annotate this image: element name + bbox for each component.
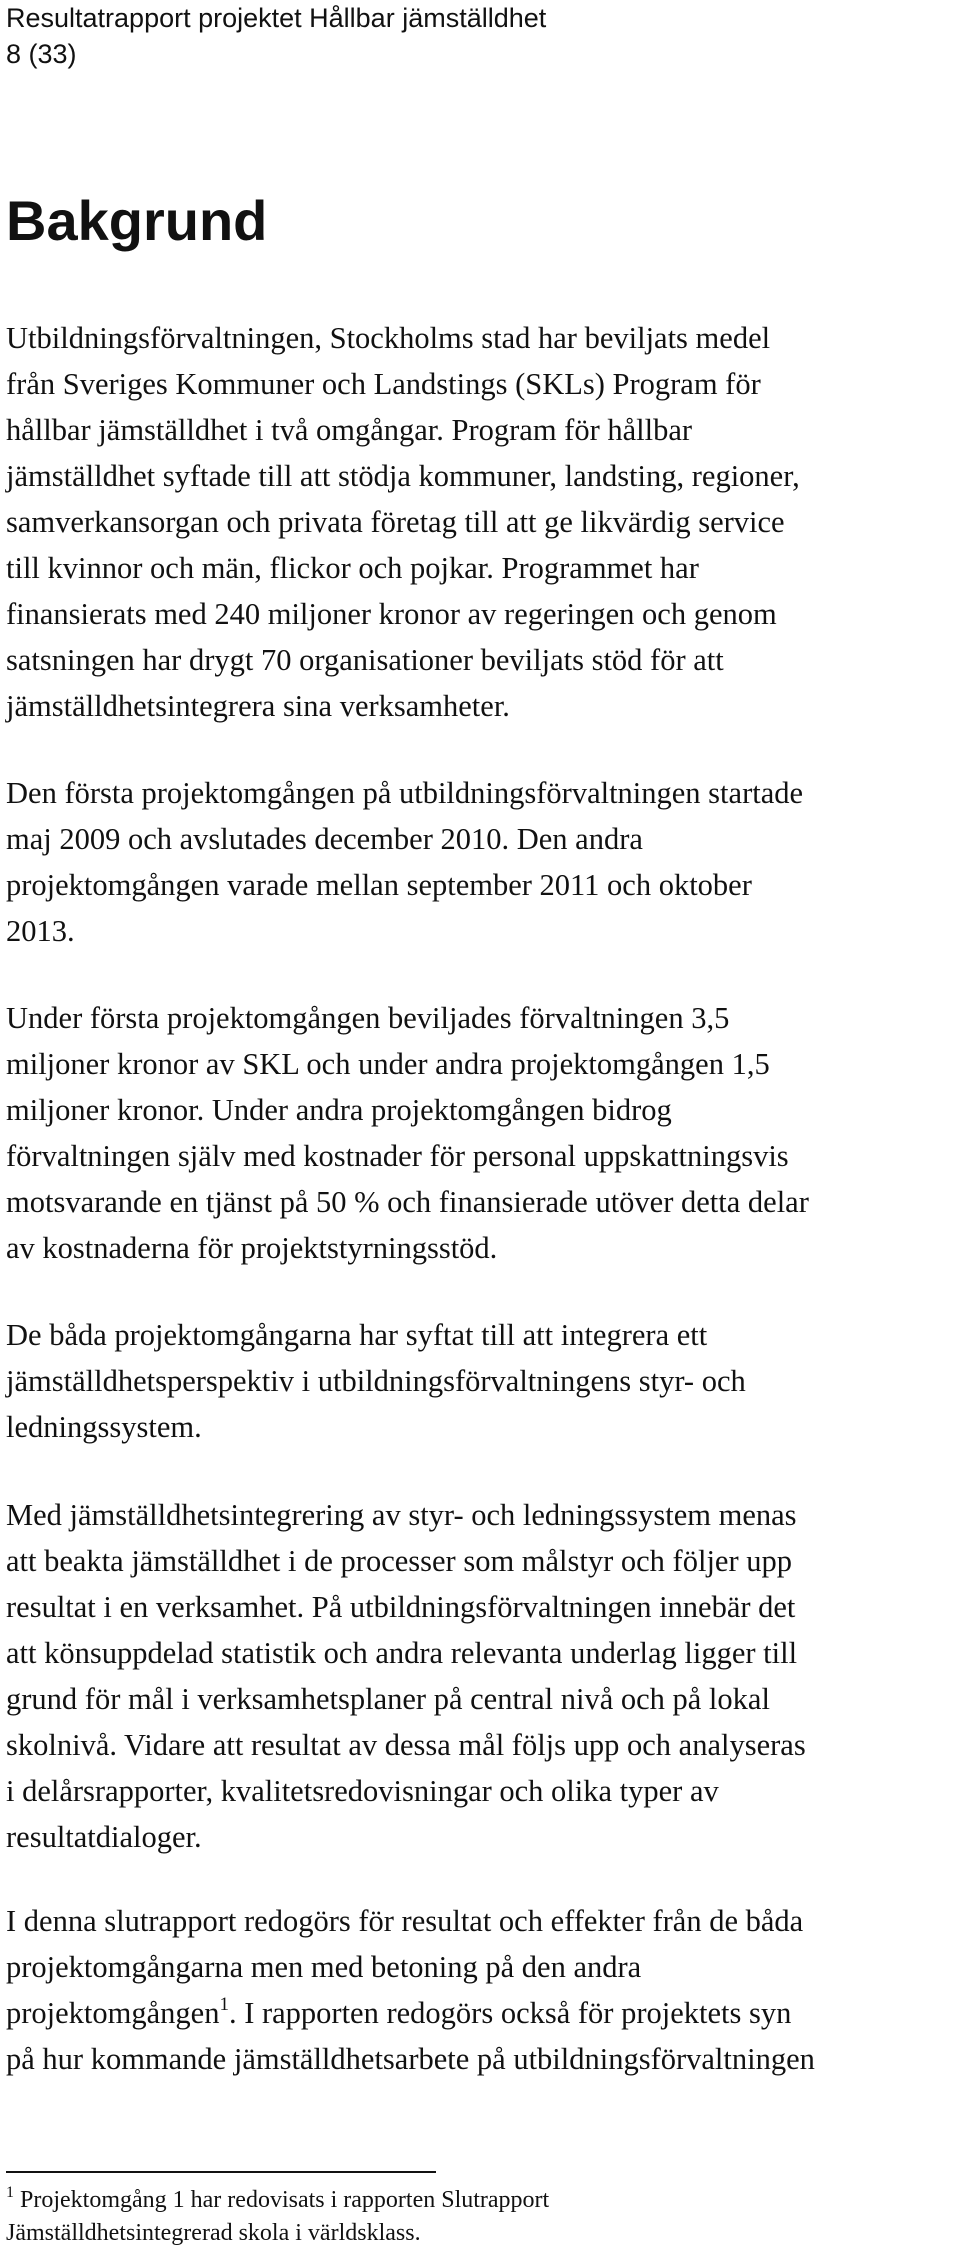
paragraph-line: finansierats med 240 miljoner kronor av regeringen och genom [6,597,777,631]
paragraph-line: på hur kommande jämställdhetsarbete på utbildningsförvaltningen [6,2042,815,2076]
paragraph-line: samverkansorgan och privata företag till att ge likvärdig service [6,505,785,539]
paragraph-line: 2013. [6,914,75,948]
paragraph-line: miljoner kronor av SKL och under andra projektomgången 1,5 [6,1047,770,1081]
paragraph-line: jämställdhetsperspektiv i utbildningsförvaltningens styr- och [6,1364,746,1398]
paragraph-text: projektomgången [6,1996,220,2030]
paragraph-line: förvaltningen själv med kostnader för personal uppskattningsvis [6,1139,789,1173]
paragraph-line: De båda projektomgångarna har syftat till att integrera ett [6,1318,708,1352]
section-title: Bakgrund [6,189,268,252]
paragraph-line: motsvarande en tjänst på 50 % och finansierade utöver detta delar [6,1185,809,1219]
paragraph-line: att beakta jämställdhet i de processer som målstyr och följer upp [6,1544,792,1578]
paragraph-line: resultatdialoger. [6,1820,202,1854]
header-title: Resultatrapport projektet Hållbar jämställdhet [6,3,547,33]
paragraph-line: ledningssystem. [6,1410,202,1444]
paragraph-line: av kostnaderna för projektstyrningsstöd. [6,1231,498,1265]
footnote-line [6,2184,549,2217]
paragraph-line: resultat i en verksamhet. På utbildningsförvaltningen innebär det [6,1590,796,1624]
paragraph-line: I denna slutrapport redogörs för resultat och effekter från de båda [6,1904,804,1938]
page-number: 8 (33) [6,39,77,69]
paragraph-line: skolnivå. Vidare att resultat av dessa mål följs upp och analyseras [6,1728,806,1762]
footnote-divider [6,2171,436,2173]
paragraph-line: att könsuppdelad statistik och andra relevanta underlag ligger till [6,1636,798,1670]
paragraph-line: Med jämställdhetsintegrering av styr- och ledningssystem menas [6,1498,797,1532]
paragraph-line: från Sveriges Kommuner och Landstings (SKLs) Program för [6,367,761,401]
paragraph-line: projektomgångarna men med betoning på den andra [6,1950,642,1984]
paragraph-line: jämställdhet syftade till att stödja kommuner, landsting, regioner, [6,459,800,493]
paragraph-text: . I rapporten redogörs också för projektets syn [228,1996,792,2030]
paragraph-4 [6,1312,960,1450]
paragraph-1 [6,315,960,729]
footnote-text: Projektomgång 1 har redovisats i rapporten Slutrapport [14,2187,550,2213]
footnote-line: Jämställdhetsintegrerad skola i världsklass. [6,2220,421,2246]
paragraph-line: satsningen har drygt 70 organisationer beviljats stöd för att [6,643,724,677]
paragraph-line: Under första projektomgången beviljades förvaltningen 3,5 [6,1001,730,1035]
paragraph-line: Utbildningsförvaltningen, Stockholms stad har beviljats medel [6,321,771,355]
paragraph-line: projektomgången varade mellan september 2011 och oktober [6,868,752,902]
footnote-marker: 1 [6,2184,14,2201]
paragraph-line: till kvinnor och män, flickor och pojkar. Programmet har [6,551,699,585]
paragraph-line: Den första projektomgången på utbildningsförvaltningen startade [6,776,804,810]
paragraph-line: jämställdhetsintegrera sina verksamheter. [6,689,510,723]
paragraph-line: maj 2009 och avslutades december 2010. Den andra [6,822,643,856]
paragraph-line: grund för mål i verksamhetsplaner på central nivå och på lokal [6,1682,770,1716]
paragraph-2 [6,770,960,954]
footnote-reference: 1 [219,1993,229,2015]
paragraph-line-with-footnote [6,1990,960,2036]
paragraph-line: miljoner kronor. Under andra projektomgången bidrog [6,1093,672,1127]
footnote [6,2184,549,2250]
paragraph-3 [6,995,960,1271]
paragraph-5 [6,1492,960,1860]
page-header [6,0,546,72]
paragraph-6 [6,1898,960,2082]
paragraph-line: hållbar jämställdhet i två omgångar. Program för hållbar [6,413,693,447]
paragraph-line: i delårsrapporter, kvalitetsredovisningar och olika typer av [6,1774,719,1808]
